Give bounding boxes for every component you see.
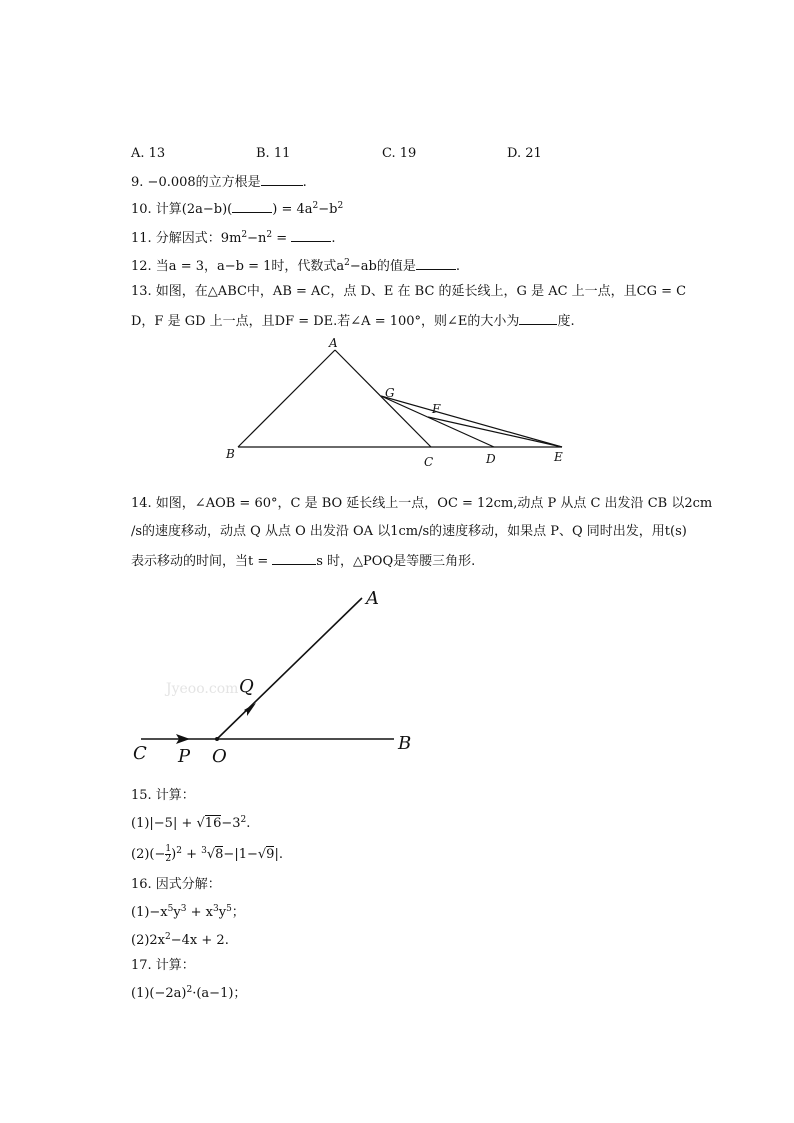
segment-ge <box>381 396 562 447</box>
label-c: C <box>133 743 147 764</box>
q15-p2-d: −|1− <box>223 847 258 862</box>
q9-text: −0.008的立方根是 <box>147 175 261 190</box>
label-d: D <box>486 452 496 466</box>
q16-p1-d: y <box>218 905 227 920</box>
q16-p1-c: + x <box>186 905 213 920</box>
question-14-line1: 14. 如图，∠AOB = 60°，C 是 BO 延长线上一点，OC = 12cm,动点 P 从点 C 出发沿 CB 以2cm <box>131 496 713 511</box>
point-o <box>215 737 219 741</box>
q16-e5: 2 <box>165 932 171 942</box>
question-15-part2 <box>131 845 283 864</box>
question-15-title: 15. 计算： <box>131 788 195 803</box>
q14-answer-blank[interactable] <box>272 551 316 565</box>
q9-number: 9. <box>131 175 144 190</box>
sqrt-icon: √ <box>196 816 205 831</box>
label-q: Q <box>239 676 254 697</box>
q10-pre: 10. 计算(2a−b)( <box>131 202 233 217</box>
label-b: B <box>398 733 412 754</box>
question-16-part1 <box>131 904 245 922</box>
label-b: B <box>226 447 235 461</box>
label-a: A <box>366 588 379 609</box>
q9-end: . <box>302 175 307 190</box>
sqrt-icon: √ <box>206 847 216 862</box>
segment-ab <box>238 350 335 447</box>
q11-eq: = <box>272 231 292 246</box>
q13-line2-end: 度. <box>557 314 575 329</box>
segment-ac <box>335 350 431 447</box>
question-17-part1 <box>131 985 246 1003</box>
q15-p2-a: (2)(− <box>131 847 166 862</box>
option-d: D. 21 <box>507 146 542 161</box>
question-13-line1: 13. 如图，在△ABC中，AB = AC，点 D、E 在 BC 的延长线上，G 是 AC 上一点，且CG = C <box>131 284 687 299</box>
question-15-part1 <box>131 815 250 833</box>
label-e: E <box>554 450 563 464</box>
q16-p1-a: (1)−x <box>131 905 168 920</box>
q15-p2-exp: 2 <box>176 846 182 856</box>
segment-fe <box>428 417 562 447</box>
q16-p2-b: −4x + 2. <box>170 933 229 948</box>
label-o: O <box>212 746 227 767</box>
fraction-numerator: 1 <box>165 844 172 854</box>
fraction-denominator: 2 <box>165 854 172 864</box>
question-14-line3 <box>131 551 475 571</box>
q15-p2-radicand: 8 <box>215 847 224 862</box>
q16-p1-b: y <box>173 905 181 920</box>
watermark: Jyeoo.com <box>166 681 239 697</box>
q16-e1: 5 <box>167 904 174 914</box>
figure-14 <box>133 588 411 767</box>
q13-line2-text: D，F 是 GD 上一点，且DF = DE.若∠A = 100°，则∠E的大小为 <box>131 314 520 329</box>
ray-oa <box>217 598 362 739</box>
q12-end: . <box>455 259 460 274</box>
q15-p2-c: + <box>181 847 202 862</box>
q16-e4: 5 <box>226 904 232 914</box>
q15-p2-b: ) <box>171 847 177 862</box>
q17-p1-a: (1)(−2a) <box>131 986 187 1001</box>
question-14-line2: /s的速度移动，动点 Q 从点 O 出发沿 OA 以1cm/s的速度移动，如果点 P、Q 同时出发，用t(s) <box>131 524 687 539</box>
option-b: B. 11 <box>256 146 291 161</box>
question-17-title: 17. 计算： <box>131 958 195 973</box>
q15-p2-end: |. <box>274 847 283 862</box>
sqrt-icon: √ <box>257 847 267 862</box>
label-c: C <box>424 455 434 469</box>
q17-e1: 2 <box>186 985 193 995</box>
question-16-part2 <box>131 932 229 950</box>
cube-root-index: 3 <box>201 846 207 856</box>
q10-exp2: 2 <box>337 201 344 211</box>
q15-p1-radicand: 16 <box>204 816 222 831</box>
q16-p2-a: (2)2x <box>131 933 166 948</box>
q14-line3-text: 表示移动的时间，当t = <box>131 554 269 569</box>
q14-line3-end: s 时，△POQ是等腰三角形. <box>316 554 476 569</box>
q16-p1-end: ； <box>231 905 245 920</box>
q11-end: . <box>331 231 336 246</box>
option-c: C. 19 <box>382 146 417 161</box>
q11-pre: 11. 分解因式：9m <box>131 231 242 246</box>
label-f: F <box>432 402 441 416</box>
q11-exp2: 2 <box>266 230 273 240</box>
q12-mid: −ab的值是 <box>349 259 416 274</box>
q12-pre: 12. 当a = 3，a−b = 1时，代数式a <box>131 259 345 274</box>
q10-mid: −b <box>318 202 338 217</box>
q10-exp1: 2 <box>312 201 319 211</box>
q17-p1-b: ·(a−1)； <box>192 986 247 1001</box>
q15-p1-a: (1)|−5| + <box>131 816 197 831</box>
q10-post: ) = 4a <box>272 202 313 217</box>
q12-exp: 2 <box>344 258 350 268</box>
question-16-title: 16. 因式分解： <box>131 877 221 892</box>
q15-p2-radicand2: 9 <box>266 847 275 862</box>
q11-mid: −n <box>247 231 267 246</box>
label-a: A <box>329 336 338 350</box>
q15-p1-b: −3 <box>221 816 241 831</box>
option-a: A. 13 <box>131 146 166 161</box>
label-g: G <box>385 386 395 400</box>
label-p: P <box>178 746 191 767</box>
q15-p1-exp: 2 <box>240 815 247 825</box>
q16-e3: 3 <box>212 904 219 914</box>
arrow-q <box>244 703 256 716</box>
q11-exp1: 2 <box>241 230 248 240</box>
q16-e2: 3 <box>180 904 187 914</box>
q15-p1-end: . <box>246 816 251 831</box>
